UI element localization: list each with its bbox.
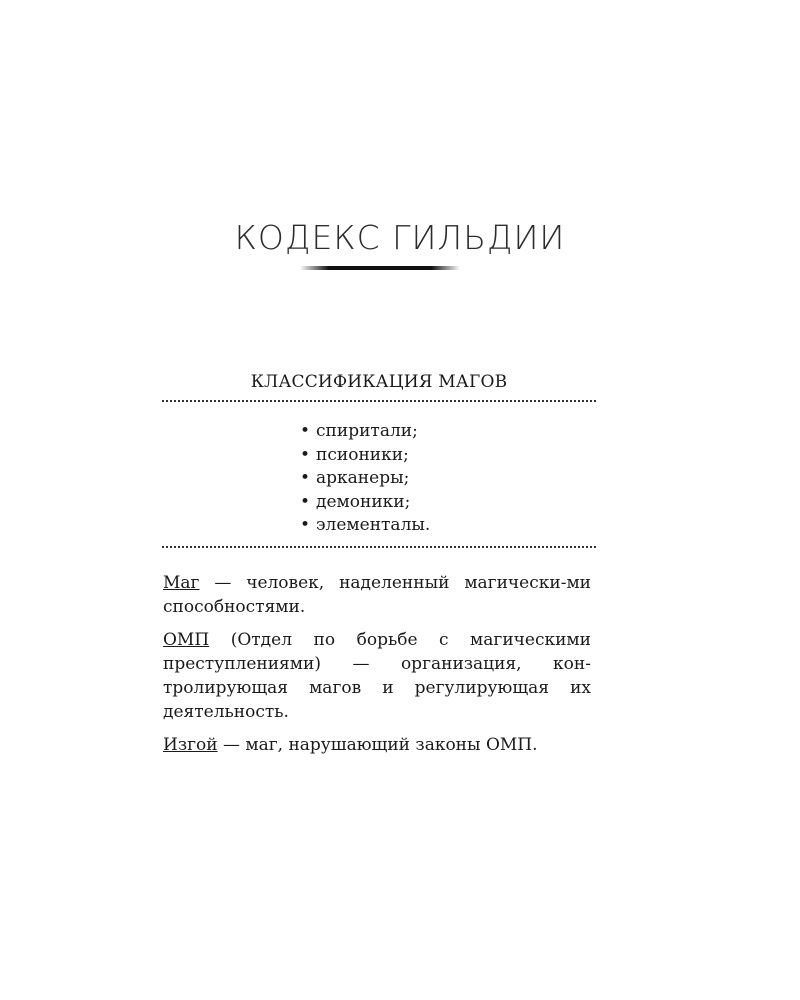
term-mage: Маг <box>163 573 200 593</box>
list-item: • элементалы. <box>300 514 430 538</box>
mage-class-list <box>300 420 430 538</box>
list-item: • арканеры; <box>300 467 430 491</box>
list-item: • демоники; <box>300 491 430 515</box>
definition-omp-text: (Отдел по борьбе с магическими преступлениями) — организация, кон-тролирующая магов и регулирующая их деятельность. <box>163 630 591 722</box>
chapter-title: КОДЕКС ГИЛЬДИИ <box>234 218 566 257</box>
definition-mage <box>163 571 591 619</box>
definition-mage-text: — человек, наделенный магически-ми способностями. <box>163 573 591 617</box>
definition-outcast-text: — маг, нарушающий законы ОМП. <box>217 735 538 755</box>
classification-heading: КЛАССИФИКАЦИЯ МАГОВ <box>250 372 508 392</box>
term-omp: ОМП <box>163 630 210 650</box>
definitions <box>163 571 591 766</box>
bottom-dotted-divider <box>162 546 596 548</box>
term-outcast: Изгой <box>163 735 218 755</box>
top-dotted-divider <box>162 400 596 402</box>
definition-omp <box>163 628 591 724</box>
definition-outcast <box>163 733 591 757</box>
list-item: • спиритали; <box>300 420 430 444</box>
title-underline <box>300 266 460 270</box>
list-item: • псионики; <box>300 444 430 468</box>
